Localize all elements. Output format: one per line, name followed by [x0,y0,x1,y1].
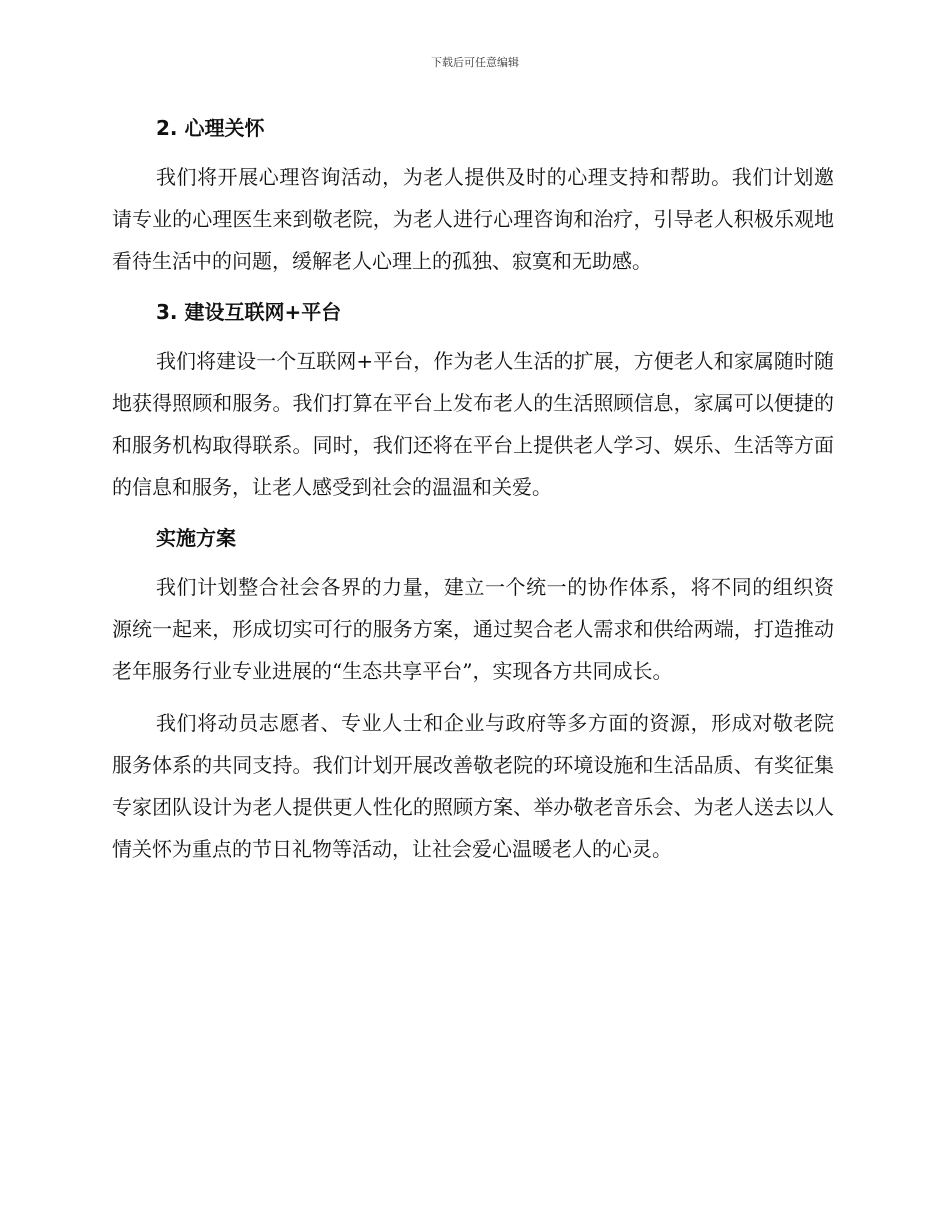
section-psychological-care [112,108,834,282]
section-heading: 3. 建设互联网+平台 [156,300,342,324]
section-implementation-plan [112,518,834,870]
section-paragraph: 我们将动员志愿者、专业人士和企业与政府等多方面的资源，形成对敬老院服务体系的共同支持。我们计划开展改善敬老院的环境设施和生活品质、有奖征集专家团队设计为老人提供更人性化的照顾方案、举办敬老音乐会、为老人送去以人情关怀为重点的节日礼物等活动，让社会爱心温暖老人的心灵。 [112,711,834,861]
section-heading: 实施方案 [156,526,236,550]
document-body [112,108,834,880]
section-heading: 2. 心理关怀 [156,116,265,140]
section-paragraph: 我们将建设一个互联网+平台，作为老人生活的扩展，方便老人和家属随时随地获得照顾和服务。我们打算在平台上发布老人的生活照顾信息，家属可以便捷的和服务机构取得联系。同时，我们还将在平台上提供老人学习、娱乐、生活等方面的信息和服务，让老人感受到社会的温温和关爱。 [112,349,834,499]
section-internet-platform [112,292,834,508]
section-paragraph: 我们将开展心理咨询活动，为老人提供及时的心理支持和帮助。我们计划邀请专业的心理医生来到敬老院，为老人进行心理咨询和治疗，引导老人积极乐观地看待生活中的问题，缓解老人心理上的孤独、寂寞和无助感。 [112,165,834,273]
section-paragraph: 我们计划整合社会各界的力量，建立一个统一的协作体系，将不同的组织资源统一起来，形成切实可行的服务方案，通过契合老人需求和供给两端，打造推动老年服务行业专业进展的“生态共享平台”，实现各方共同成长。 [112,575,834,683]
page-header-note: 下载后可任意编辑 [431,56,519,69]
